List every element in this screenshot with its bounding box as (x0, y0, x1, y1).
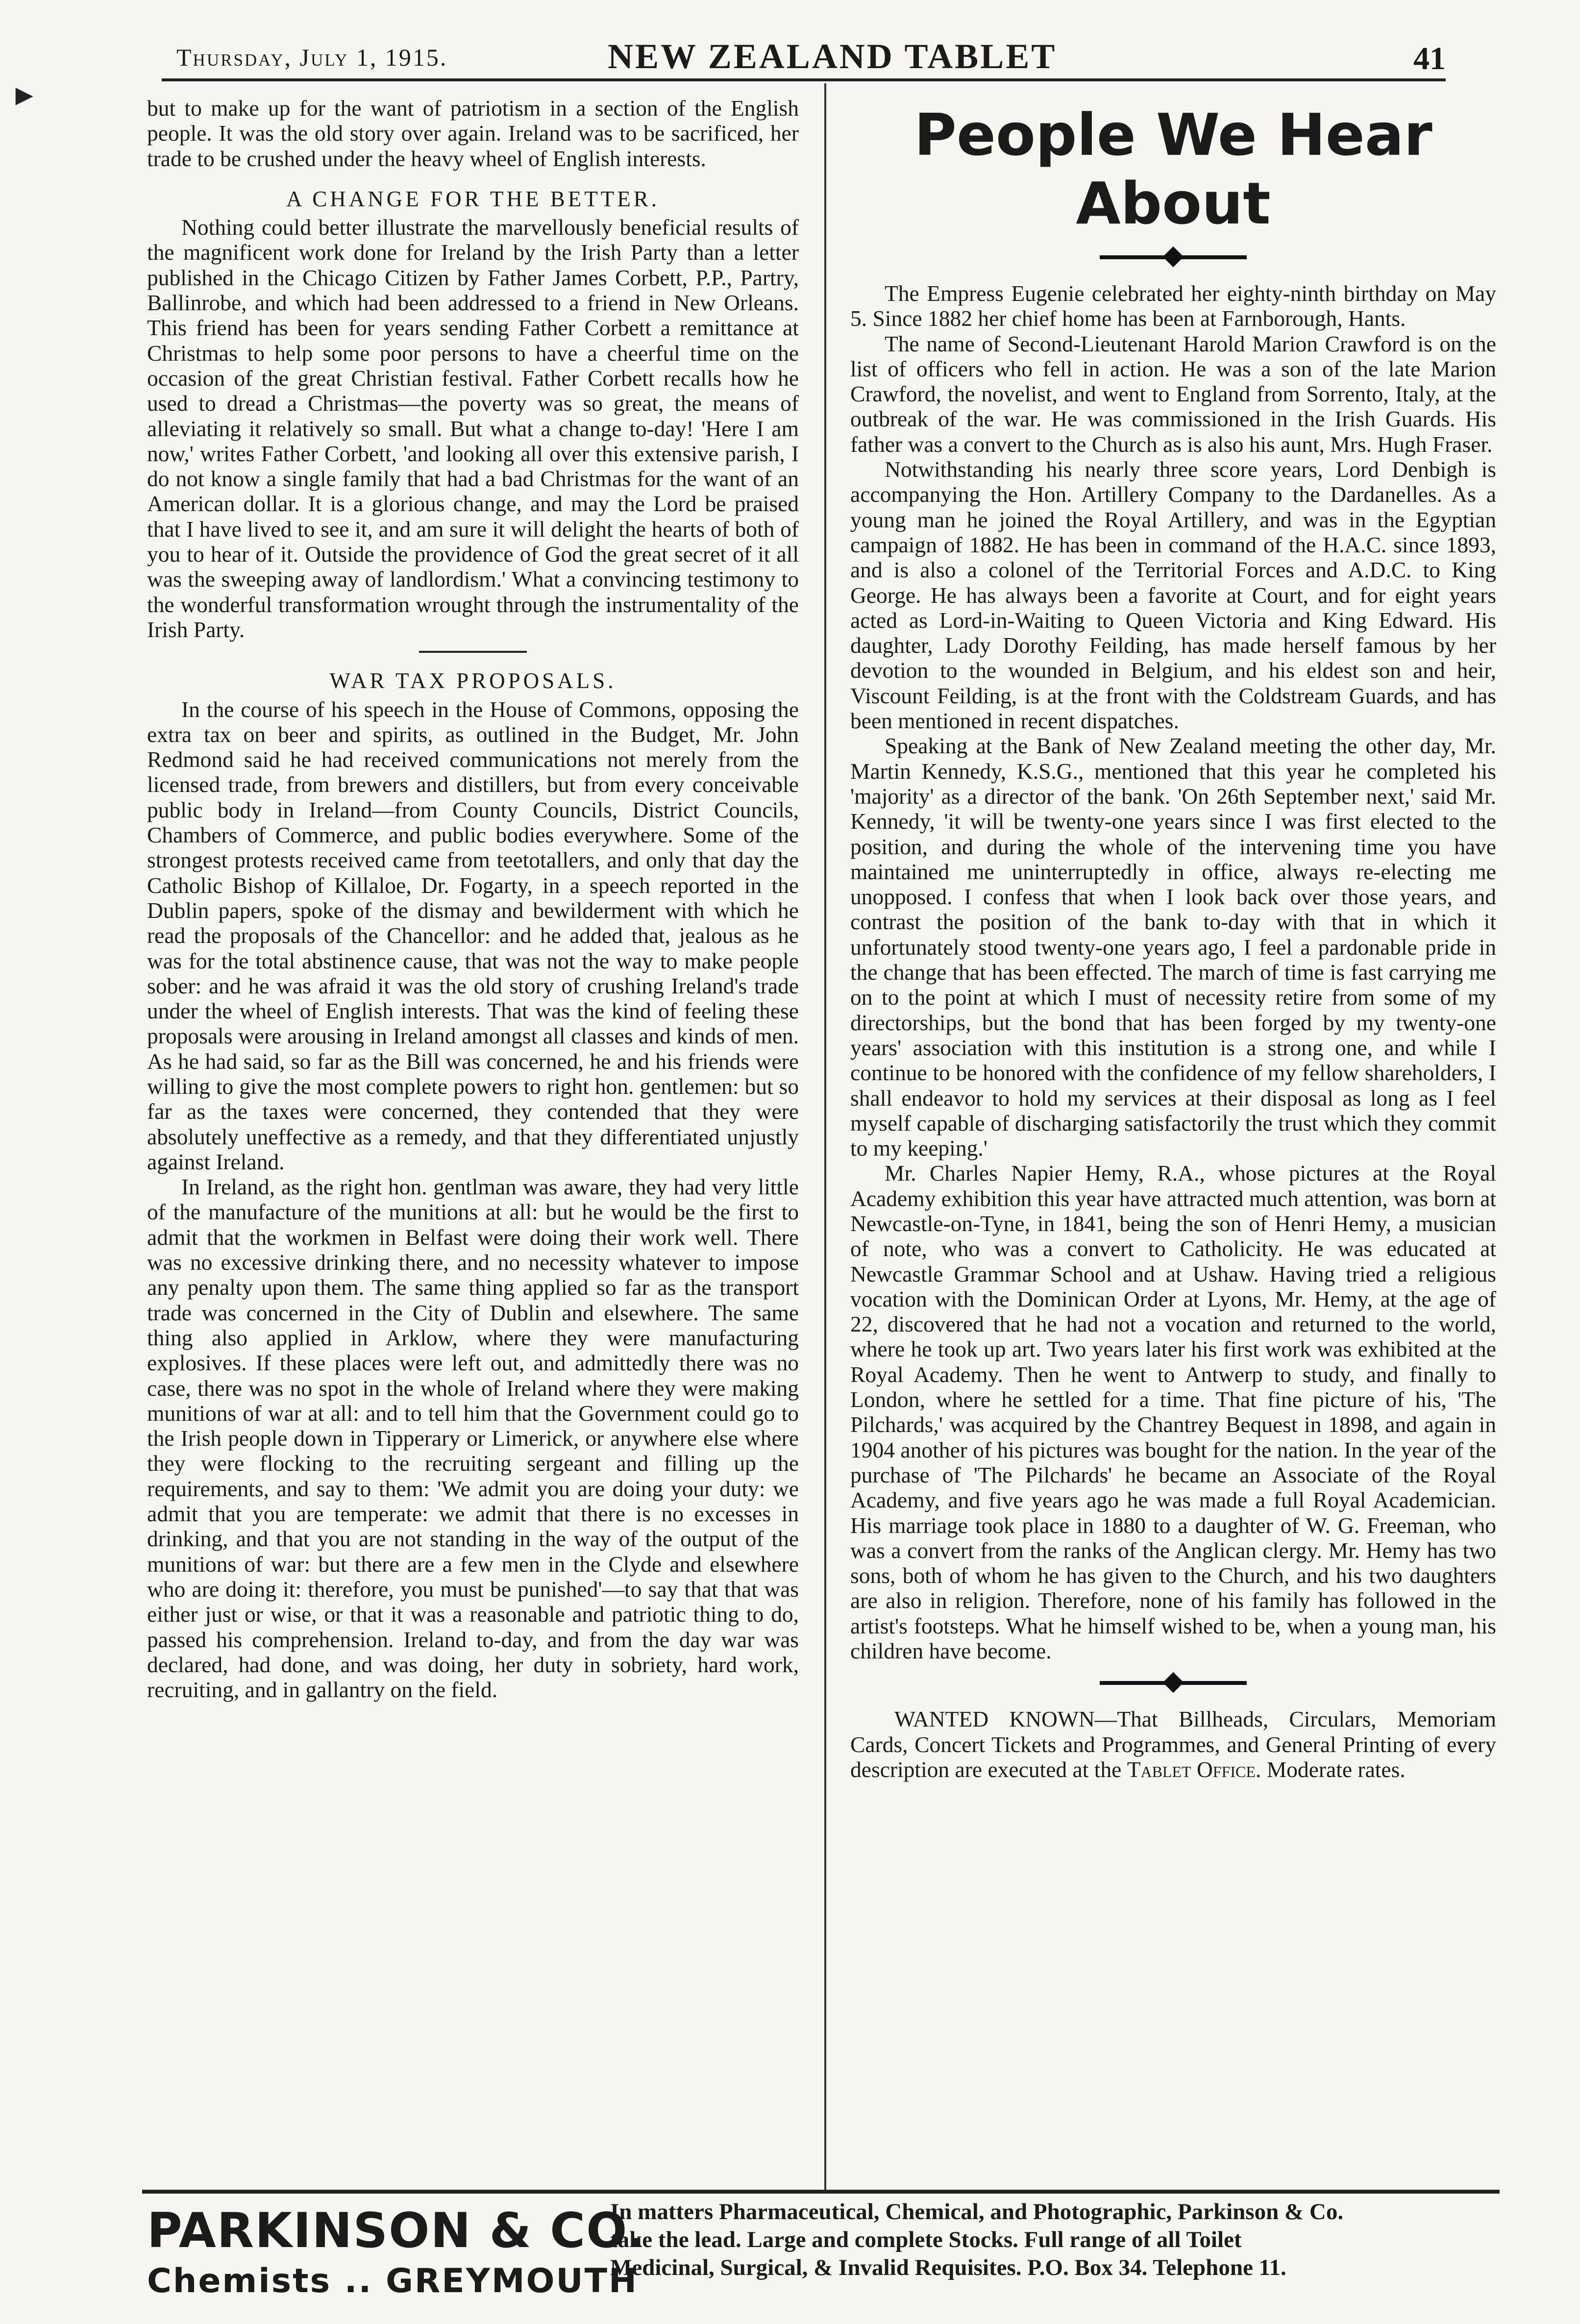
feature-title: People We Hear About (914, 101, 1432, 237)
advert-line-3: Medicinal, Surgical, & Invalid Requisites. P.O. Box 34. Telephone 11. (610, 2255, 1286, 2280)
advert-rule (142, 2190, 1500, 2194)
wanted-office: Tablet Office. (1127, 1756, 1261, 1782)
crawford-paragraph: The name of Second-Lieutenant Harold Marion Crawford is on the list of officers who fell in action. He was a son of the late Marion Crawford, the novelist, and went to England from Sorrento, Italy, at the outbreak of the war. He was commissioned in the Irish Guards. His father was a convert to the Church as is also his aunt, Mrs. Hugh Fraser. (850, 331, 1496, 457)
wanted-tail: Moderate rates. (1266, 1756, 1406, 1782)
advert-name: PARKINSON & CO. (147, 2203, 646, 2259)
advert-text (610, 2198, 1492, 2282)
column-divider (824, 83, 826, 2191)
wanted-notice (850, 1706, 1496, 1782)
page-header (147, 34, 1446, 78)
advert-line-1: In matters Pharmaceutical, Chemical, and Photographic, Parkinson & Co. (610, 2199, 1344, 2225)
header-rule (162, 78, 1446, 81)
eugenie-paragraph: The Empress Eugenie celebrated her eighty-ninth birthday on May 5. Since 1882 her chief home has been at Farnborough, Hants. (850, 281, 1496, 331)
kennedy-paragraph: Speaking at the Bank of New Zealand meeting the other day, Mr. Martin Kennedy, K.S.G., mentioned that this year he completed his 'majority' as a director of the bank. 'On 26th September next,' said Mr. Kennedy, 'it will be twenty-one years since I was first elected to the position, and during the whole of the intervening time you have maintained me uninterruptedly in office, always re-electing me unopposed. I confess that when I look back over those years, and contrast the position of the bank to-day with that in which it unfortunately stood twenty-one years ago, I feel a pardonable pride in the change that has been effected. The march of time is fast carrying me on to the point at which I must of necessity retire from some of my directorships, but the bond that has been forged by my twenty-one years' association with this institution is a strong one, and while I continue to be honored with the confidence of my fellow shareholders, I shall endeavor to hold my services at their disposal as long as I feel myself capable of discharging satisfactorily the trust which they commit to my keeping.' (850, 733, 1496, 1161)
issue-date: Thursday, July 1, 1915. (176, 44, 448, 71)
denbigh-paragraph: Notwithstanding his nearly three score years, Lord Denbigh is accompanying the Hon. Artillery Company to the Dardanelles. As a young man he joined the Royal Artillery, and was in the Egyptian campaign of 1882. He has been in command of the H.A.C. since 1893, and is also a colonel of the Territorial Forces and A.D.C. to King George. He has always been a favorite at Court, and for eight years acted as Lord-in-Waiting to Queen Victoria and King Edward. His daughter, Lady Dorothy Feilding, has made herself famous by her devotion to the wounded in Belgium, and his eldest son and heir, Viscount Feilding, is at the front with the Coldstream Guards, and has been mentioned in recent dispatches. (850, 457, 1496, 734)
section-heading-war-tax: WAR TAX PROPOSALS. (329, 668, 617, 693)
advert-line-2: take the lead. Large and complete Stocks. Full range of all Toilet (610, 2227, 1242, 2252)
masthead: NEW ZEALAND TABLET (608, 37, 1057, 76)
war-tax-paragraph-2: In Ireland, as the right hon. gentlman was aware, they had very little of the manufacture of the munitions at all: but he would be the first to admit that the workmen in Belfast were doing their work well. There was no excessive drinking there, and no necessity whatever to impose any penalty upon them. The same thing applied so far as the transport trade was concerned in the City of Dublin and elsewhere. The same thing also applied in Arklow, where they were manufacturing explosives. If these places were left out, and admittedly there was no case, there was no spot in the whole of Ireland where they were making munitions of war at all: and to tell him that the Government could go to the Irish people down in Tipperary or Limerick, or anywhere else where they were flocking to the recruiting sergeant and filling up the requirements, and say to them: 'We admit you are doing your duty: we admit that you are temperate: we admit that there is no excesses in drinking, and that you are not standing in the way of the output of the munitions of war: but there are a few men in the Clyde and elsewhere who are doing it: therefore, you must be punished'—to say that that was either just or wise, or that it was a reasonable and patriotic thing to do, passed his comprehension. Ireland to-day, and from the day war was declared, had done, and was doing, her duty in sobriety, hard work, recruiting, and in gallantry on the field. (147, 1174, 799, 1703)
change-paragraph: Nothing could better illustrate the marvellously beneficial results of the magnificent work done for Ireland by the Irish Party than a letter published in the Chicago Citizen by Father James Corbett, P.P., Partry, Ballinrobe, and which had been addressed to a friend in New Orleans. This friend has been for years sending Father Corbett a remittance at Christmas to help some poor persons to have a cheerful time on the occasion of the great Christian festival. Father Corbett recalls how he used to dread a Christmas—the poverty was so great, the means of alleviating it relatively so small. But what a change to-day! 'Here I am now,' writes Father Corbett, 'and looking all over this extensive parish, I do not know a single family that had a bad Christmas for the want of an American dollar. It is a glorious change, and may the Lord be praised that I have lived to see it, and am sure it will delight the hearts of both of you to hear of it. Outside the providence of God the great secret of it all was the sweeping away of landlordism.' What a convincing testimony to the wonderful transformation wrought through the instrumentality of the Irish Party. (147, 215, 799, 642)
advert-subline: Chemists .. GREYMOUTH (147, 2262, 638, 2300)
page-number: 41 (1413, 41, 1446, 76)
intro-paragraph: but to make up for the want of patriotism in a section of the English people. It was the old story over again. Ireland was to be sacrificed, her trade to be crushed under the heavy wheel of English interests. (147, 96, 799, 171)
ornament-rule (1100, 255, 1247, 259)
margin-arrow-mark: ► (10, 79, 39, 111)
section-divider (419, 651, 527, 653)
war-tax-paragraph-1: In the course of his speech in the House of Commons, opposing the extra tax on beer and spirits, as outlined in the Budget, Mr. John Redmond said he had received communications not merely from the licensed trade, from brewers and distillers, but from every conceivable public body in Ireland—from County Councils, District Councils, Chambers of Commerce, and public bodies everywhere. Some of the strongest protests received came from teetotallers, and only that day the Catholic Bishop of Killaloe, Dr. Fogarty, in a speech reported in the Dublin papers, spoke of the dismay and bewilderment with which he read the proposals of the Chancellor: and he added that, jealous as he was for the total abstinence cause, that was not the way to make people sober: and he was afraid it was the old story of crushing Ireland's trade under the wheel of English interests. That was the kind of feeling these proposals were arousing in Ireland amongst all classes and kinds of men. As he had said, so far as the Bill was concerned, he and his friends were willing to give the most complete powers to right hon. gentlemen: but so far as the taxes were concerned, they contended that they were absolutely uneffective as a remedy, and that they differentiated unjustly against Ireland. (147, 696, 799, 1174)
ornament-rule-lower (1100, 1681, 1247, 1685)
left-column (147, 96, 799, 1702)
right-column (850, 96, 1496, 1782)
section-heading-change: A CHANGE FOR THE BETTER. (286, 186, 660, 211)
wanted-lead: WANTED KNOWN—That Billheads, Circulars, Memoriam Cards, Concert Tickets and Programmes, and General Printing of every description are executed at the (850, 1706, 1496, 1782)
advertisement (147, 2198, 1500, 2311)
hemy-paragraph: Mr. Charles Napier Hemy, R.A., whose pictures at the Royal Academy exhibition this year have attracted much attention, was born at Newcastle-on-Tyne, in 1841, being the son of Henri Hemy, a musician of note, who was a convert to Catholicity. He was educated at Newcastle Grammar School and at Ushaw. Having tried a religious vocation with the Dominican Order at Lyons, Mr. Hemy, at the age of 22, discovered that he had not a vocation and returned to the world, where he took up art. Two years later his first work was exhibited at the Royal Academy. Then he went to Antwerp to study, and finally to London, where he settled for a time. That fine picture of his, 'The Pilchards,' was acquired by the Chantrey Bequest in 1898, and again in 1904 another of his pictures was bought for the nation. In the year of the purchase of 'The Pilchards' he became an Associate of the Royal Academy, and five years ago he was made a full Royal Academician. His marriage took place in 1880 to a daughter of W. G. Freeman, who was a convert from the ranks of the Anglican clergy. Mr. Hemy has two sons, both of whom he has given to the Church, and his two daughters are also in religion. Therefore, none of his family has followed in the artist's footsteps. What he himself wished to be, when a young man, his children have become. (850, 1161, 1496, 1664)
